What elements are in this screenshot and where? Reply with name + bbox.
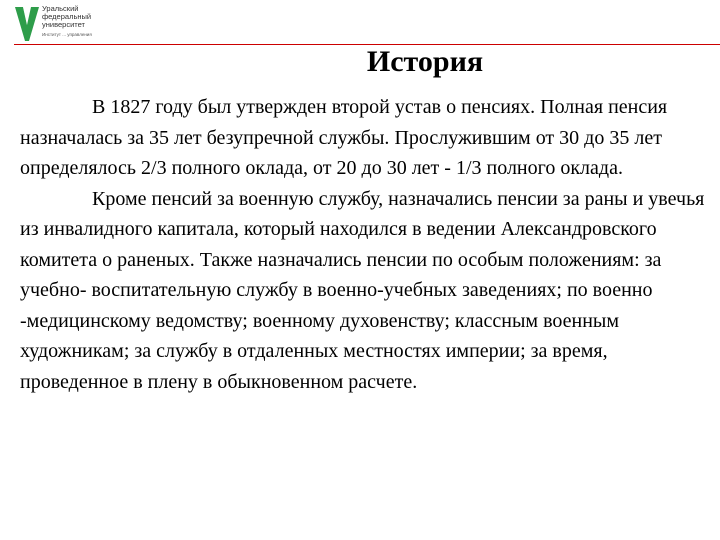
- logo-name-line: университет: [42, 20, 85, 29]
- logo-name: [42, 5, 91, 29]
- text-line: ведении Александровского комитета о раненых. Также: [20, 218, 657, 271]
- text-line: Кроме пенсий за военную службу, назначались пенсии за: [92, 187, 580, 210]
- logo-name-line: Уральский: [42, 4, 79, 13]
- text-line: военным художникам; за службу в отдаленных местностях: [20, 309, 619, 362]
- text-line: В 1827 году был утвержден второй устав о пенсиях.: [92, 96, 536, 118]
- text-line: воспитательную службу в военно-учебных заведениях; по военно: [91, 279, 653, 301]
- text-line: Полная пенсия назначалась за 35 лет безупречной службы.: [20, 96, 668, 149]
- text-line: от 20 до 30 лет - 1/3 полного оклада.: [313, 157, 623, 179]
- text-line: раны и увечья из инвалидного капитала, который находился в: [20, 187, 705, 240]
- text-line: Прослужившим от 30 до 35 лет определялось 2/3 полного оклада,: [20, 126, 662, 179]
- logo-name-line: федеральный: [42, 12, 92, 21]
- paragraph-1: [20, 92, 710, 184]
- text-line: -медицинскому ведомству; военному духовенству; классным: [20, 309, 539, 332]
- page-title: История: [366, 45, 484, 78]
- university-logo: [14, 5, 144, 43]
- text-line: назначались пенсии по особым положениям: за учебно-: [20, 248, 662, 301]
- body-text: [20, 92, 710, 397]
- urfu-logo-icon: [14, 5, 40, 43]
- text-line: империи; за время, проведенное в плену в обыкновенном расчете.: [20, 340, 608, 393]
- logo-subtitle: Институт ... управления: [42, 32, 92, 37]
- paragraph-2: [20, 184, 710, 398]
